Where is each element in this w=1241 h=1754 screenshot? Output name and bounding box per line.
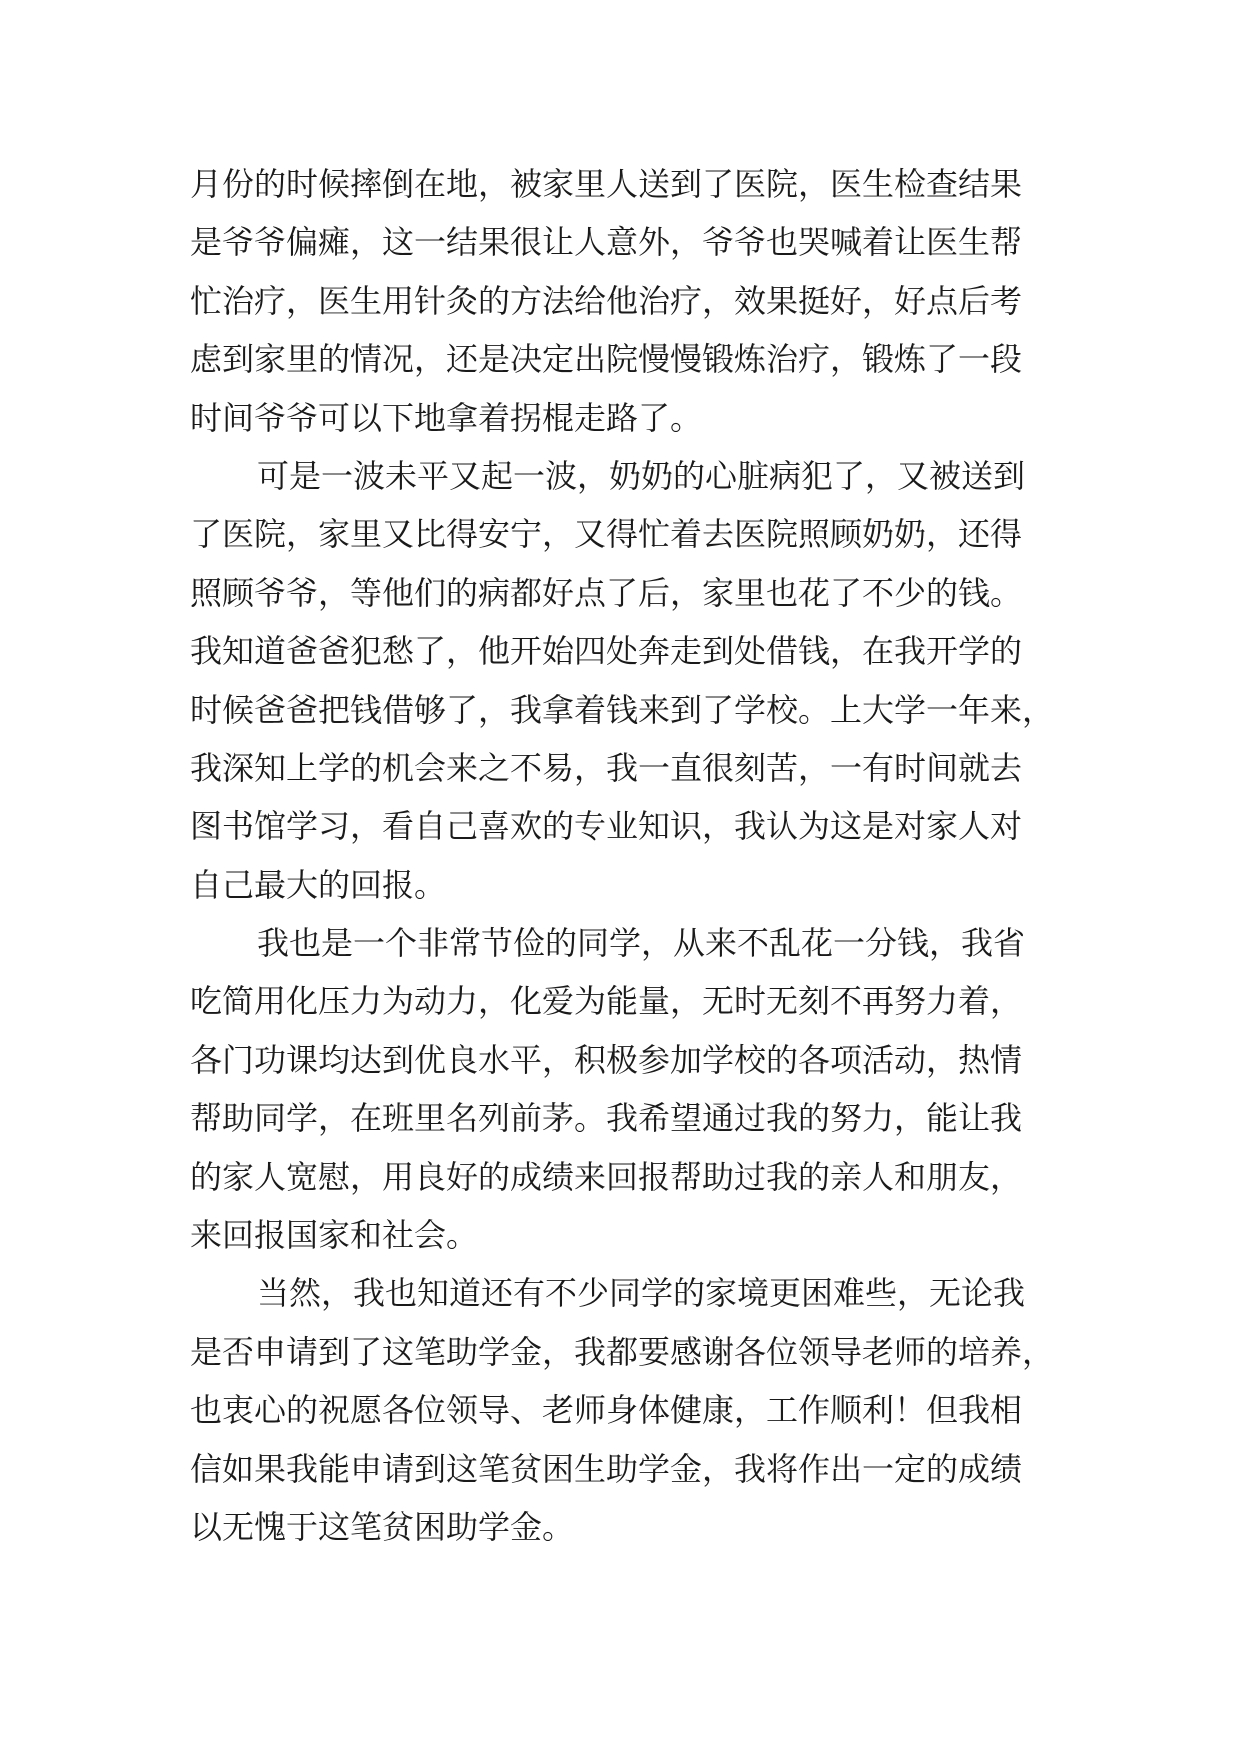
paragraph bbox=[190, 1264, 1070, 1556]
text-line: 是否申请到了这笔助学金，我都要感谢各位领导老师的培养， bbox=[190, 1332, 1055, 1371]
text-line: 可是一波未平又起一波，奶奶的心脏病犯了，又被送到 bbox=[257, 456, 1026, 495]
paragraph bbox=[190, 155, 1070, 447]
text-line: 忙治疗，医生用针灸的方法给他治疗，效果挺好，好点后考 bbox=[190, 281, 1023, 320]
text-line: 照顾爷爷，等他们的病都好点了后，家里也花了不少的钱。 bbox=[190, 573, 1023, 612]
text-line: 虑到家里的情况，还是决定出院慢慢锻炼治疗，锻炼了一段 bbox=[190, 340, 1023, 379]
text-line: 帮助同学，在班里名列前茅。我希望通过我的努力，能让我 bbox=[190, 1099, 1023, 1138]
text-line: 的家人宽慰，用良好的成绩来回报帮助过我的亲人和朋友， bbox=[190, 1157, 1023, 1196]
text-line: 各门功课均达到优良水平，积极参加学校的各项活动，热情 bbox=[190, 1040, 1023, 1079]
text-line: 当然，我也知道还有不少同学的家境更困难些，无论我 bbox=[257, 1274, 1026, 1313]
document-body bbox=[190, 155, 1070, 1556]
text-line: 是爷爷偏瘫，这一结果很让人意外，爷爷也哭喊着让医生帮 bbox=[190, 223, 1023, 262]
text-line: 我深知上学的机会来之不易，我一直很刻苦，一有时间就去 bbox=[190, 748, 1023, 787]
text-line: 时候爸爸把钱借够了，我拿着钱来到了学校。上大学一年来， bbox=[190, 690, 1055, 729]
text-line: 时间爷爷可以下地拿着拐棍走路了。 bbox=[190, 398, 703, 437]
text-line: 我知道爸爸犯愁了，他开始四处奔走到处借钱，在我开学的 bbox=[190, 632, 1023, 671]
text-line: 自己最大的回报。 bbox=[190, 865, 447, 904]
text-line: 来回报国家和社会。 bbox=[190, 1216, 479, 1255]
paragraph bbox=[190, 914, 1070, 1264]
paragraph bbox=[190, 447, 1070, 914]
text-line: 以无愧于这笔贫困助学金。 bbox=[190, 1507, 575, 1546]
text-line: 吃简用化压力为动力，化爱为能量，无时无刻不再努力着， bbox=[190, 982, 1023, 1021]
text-line: 月份的时候摔倒在地，被家里人送到了医院，医生检查结果 bbox=[190, 165, 1023, 203]
text-line: 我也是一个非常节俭的同学，从来不乱花一分钱，我省 bbox=[257, 924, 1026, 963]
text-line: 也衷心的祝愿各位领导、老师身体健康，工作顺利！但我相 bbox=[190, 1391, 1023, 1430]
text-line: 信如果我能申请到这笔贫困生助学金，我将作出一定的成绩 bbox=[190, 1449, 1023, 1488]
text-line: 图书馆学习，看自己喜欢的专业知识，我认为这是对家人对 bbox=[190, 807, 1023, 846]
text-line: 了医院，家里又比得安宁，又得忙着去医院照顾奶奶，还得 bbox=[190, 515, 1023, 554]
